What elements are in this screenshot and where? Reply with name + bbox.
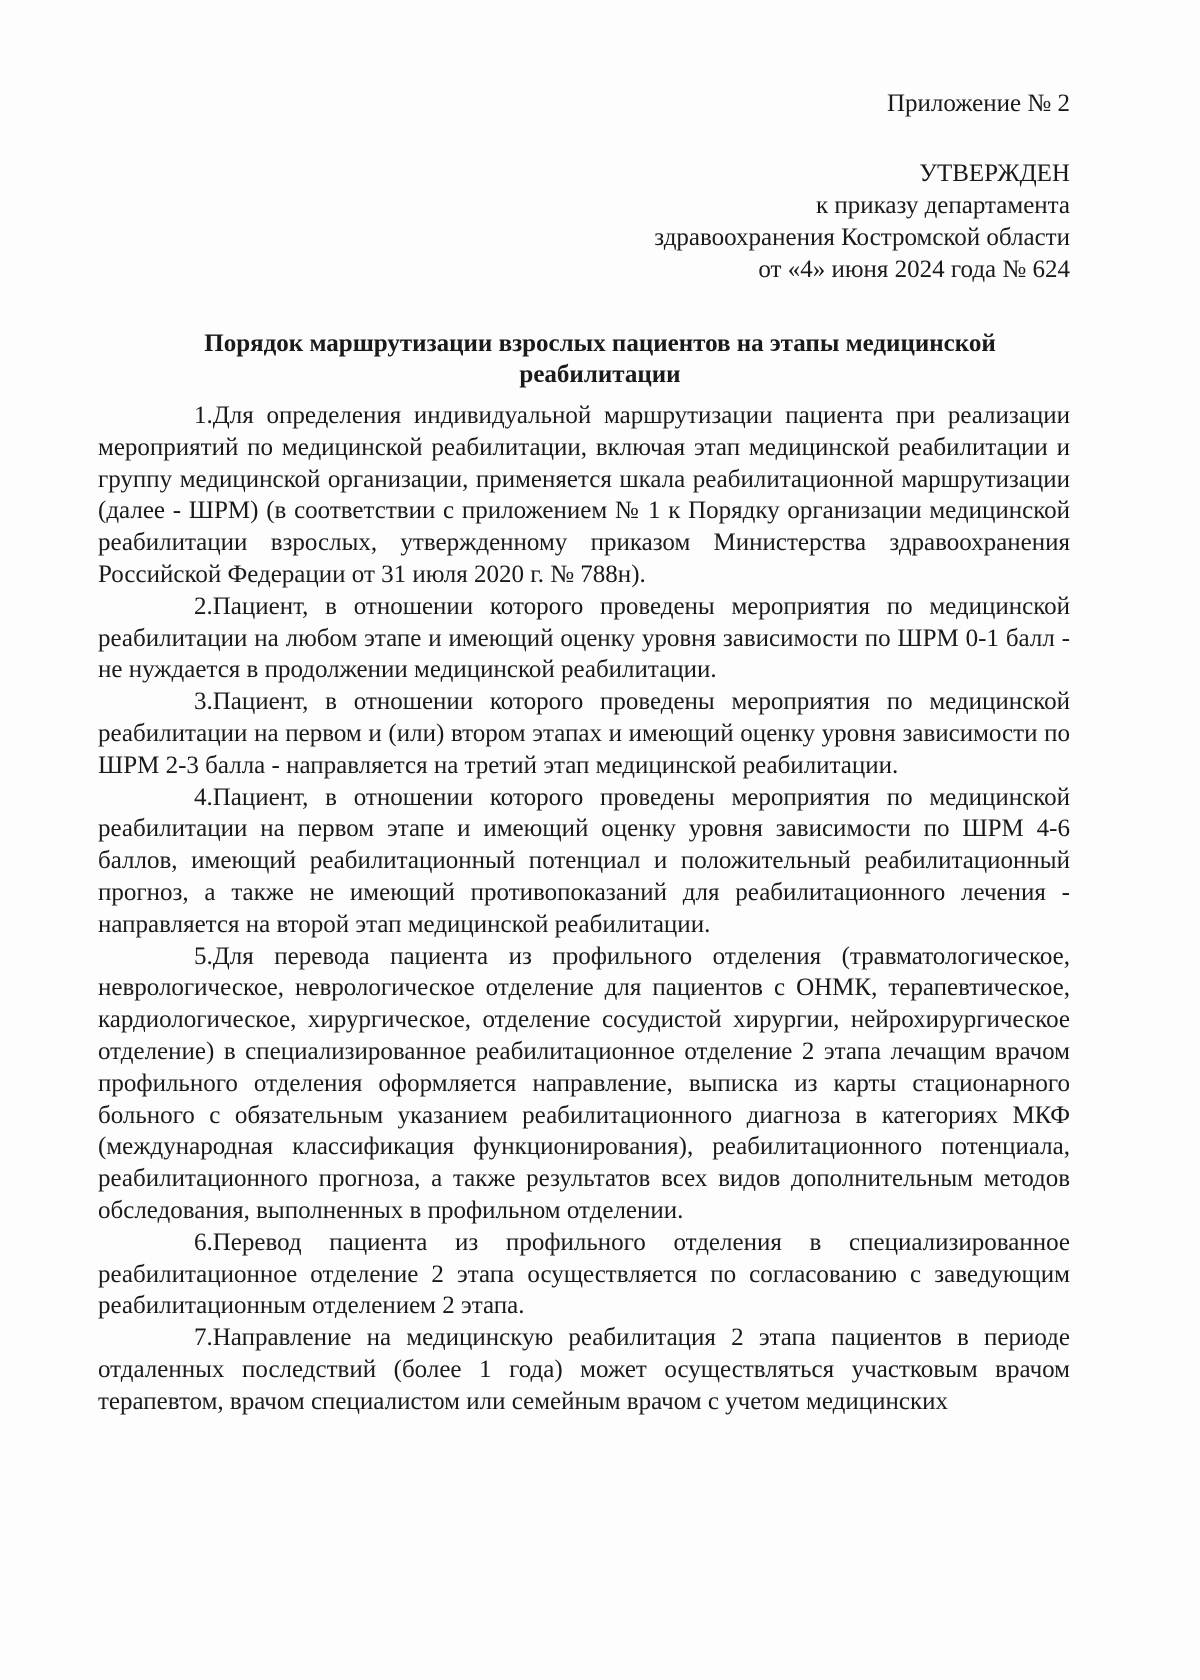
paragraph-number: 6. [194, 1228, 213, 1256]
paragraph [98, 941, 1070, 1227]
approved-stamp-text: УТВЕРЖДЕН [919, 160, 1070, 187]
paragraph [98, 1322, 1070, 1417]
paragraph-text: Перевод пациента из профильного отделения в специализированное реабилитационное отделение 2 этапа осуществляется по согласованию с заведующим реабилитационным отделением 2 этапа. [98, 1228, 1070, 1320]
paragraph-text: Пациент, в отношении которого проведены мероприятия по медицинской реабилитации на любом этапе и имеющий оценку уровня зависимости по ШРМ 0-1 балл - не нуждается в продолжении медицинской реабилитации. [98, 592, 1070, 684]
paragraph-number: 2. [194, 592, 213, 620]
paragraph [98, 782, 1070, 941]
paragraph-number: 7. [194, 1324, 213, 1352]
approval-line-1: к приказу департамента [815, 192, 1070, 219]
document-body [98, 400, 1070, 1418]
paragraph [98, 591, 1070, 686]
appendix-label [887, 88, 1070, 120]
appendix-text: Приложение № 2 [886, 90, 1070, 117]
approval-line-2: здравоохранения Костромской области [654, 224, 1070, 251]
paragraph [98, 400, 1070, 591]
paragraph-text: Пациент, в отношении которого проведены мероприятия по медицинской реабилитации на первом этапе и имеющий оценку уровня зависимости по ШРМ 4-6 баллов, имеющий реабилитационный потенциал и положительный реабилитационный прогноз, а также не имеющий противопоказаний для реабилитационного лечения - направляется на второй этап медицинской реабилитации. [98, 783, 1070, 938]
document-title: Порядок маршрутизации взрослых пациентов на этапы медицинской реабилитации [204, 330, 996, 388]
paragraph-text: Для перевода пациента из профильного отделения (травматологическое, неврологическое, неврологическое отделение для пациентов с ОНМК, терапевтическое, кардиологическое, хирургическое, отделение сосудистой хирургии, нейрохирургическое отделение) в специализированное реабилитационное отделение 2 этапа лечащим врачом профильного отделения оформляется направление, выписка из карты стационарного больного с обязательным указанием реабилитационного диагноза в категориях МКФ (международная классификация функционирования), реабилитационного потенциала, реабилитационного прогноза, а также результатов всех видов дополнительным методов обследования, выполненных в профильном отделении. [98, 942, 1070, 1224]
paragraph-number: 4. [194, 783, 213, 811]
paragraph [98, 686, 1070, 781]
paragraph-number: 5. [194, 942, 213, 970]
approval-block [654, 158, 1070, 286]
paragraph-text: Для определения индивидуальной маршрутизации пациента при реализации мероприятий по медицинской реабилитации, включая этап медицинской реабилитации и группу медицинской организации, применяется шкала реабилитационной маршрутизации (далее - ШРМ) (в соответствии с приложением № 1 к Порядку организации медицинской реабилитации взрослых, утвержденному приказом Министерства здравоохранения Российской Федерации от 31 июля 2020 г. № 788н). [98, 402, 1070, 588]
paragraph-number: 3. [194, 688, 213, 716]
approval-line-3: от «4» июня 2024 года № 624 [758, 256, 1070, 283]
paragraph-number: 1. [194, 402, 213, 429]
paragraph [98, 1227, 1070, 1322]
paragraph-text: Пациент, в отношении которого проведены мероприятия по медицинской реабилитации на первом и (или) втором этапах и имеющий оценку уровня зависимости по ШРМ 2-3 балла - направляется на третий этап медицинской реабилитации. [98, 688, 1070, 779]
paragraph-text: Направление на медицинскую реабилитация 2 этапа пациентов в периоде отдаленных последствий (более 1 года) может осуществляться участковым врачом терапевтом, врачом специалистом или семейным врачом с учетом медицинских [98, 1324, 1070, 1415]
